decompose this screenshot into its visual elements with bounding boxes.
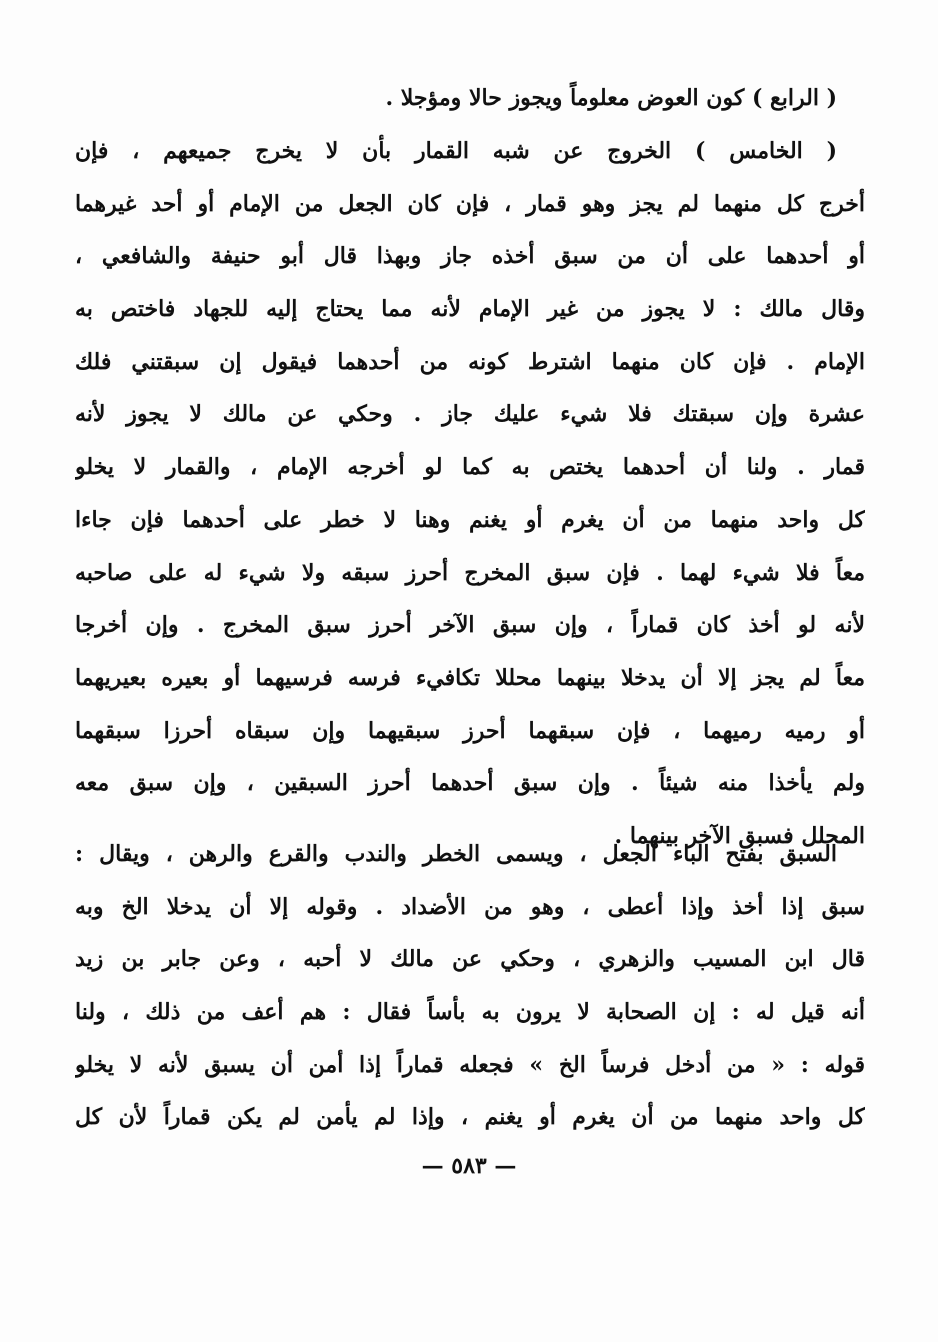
text-line: الإمام . فإن كان منهما اشترط كونه من أحدهما فيقول إن سبقتني فلك: [75, 348, 865, 375]
text-line: أخرج كل منهما لم يجز وهو قمار ، فإن كان الجعل من الإمام أو أحد غيرهما: [75, 190, 865, 217]
text-line: كل واحد منهما من أن يغرم أو يغنم وهنا لا خطر على أحدهما فإن جاءا: [75, 506, 865, 533]
text-line: عشرة وإن سبقتك فلا شيء عليك جاز . وحكي عن مالك لا يجوز لأنه: [75, 401, 865, 428]
text-line: ولم يأخذا منه شيئاً . وإن سبق أحدهما أحرز السبقين ، وإن سبق معه: [75, 770, 865, 797]
text-line: معاً لم يجز إلا أن يدخلا بينهما محللا تكافيء فرسه فرسيهما أو بعيره بعيريهما: [75, 664, 865, 691]
text-line: ( الرابع ) كون العوض معلوماً ويجوز حالا ومؤجلا .: [385, 85, 837, 111]
paragraph-notes: [75, 828, 865, 1144]
text-line: وقال مالك : لا يجوز من غير الإمام لأنه مما يحتاج إليه للجهاد فاختص به: [75, 296, 865, 323]
text-line: أو أحدهما على أن من سبق أخذه جاز وبهذا قال أبو حنيفة والشافعي ،: [75, 243, 865, 270]
text-line: كل واحد منهما من أن يغرم أو يغنم ، وإذا لم يأمن لم يكن قماراً لأن كل: [75, 1104, 865, 1131]
text-line: أو رميه رميهما ، فإن سبقهما أحرز سبقيهما وإن سبقاه أحرزا سبقهما: [75, 717, 865, 744]
text-line: ( الخامس ) الخروج عن شبه القمار بأن لا يخرج جميعهم ، فإن: [75, 138, 837, 164]
text-line: قمار . ولنا أن أحدهما يختص به كما لو أخرجه الإمام ، والقمار لا يخلو: [75, 454, 865, 481]
paragraph-main: [75, 125, 865, 863]
text-line: السبق بفتح الباء الجعل ، ويسمى الخطر والندب والقرع والرهن ، ويقال :: [75, 841, 837, 867]
text-line: قوله : « من أدخل فرساً الخ » فجعله قماراً إذا أمن أن يسبق لأنه لا يخلو: [75, 1051, 865, 1078]
text-line: المحلل فسبق الآخر بينهما .: [614, 822, 865, 849]
text-line: معاً فلا شيء لهما . فإن سبق المخرج أحرز سبقه ولا شيء له على صاحبه: [75, 559, 865, 586]
page-number: — ٥٨٣ —: [421, 1153, 517, 1179]
text-line: أنه قيل له : إن الصحابة لا يرون به بأساً فقال : هم أعف من ذلك ، ولنا: [75, 999, 865, 1026]
text-line: قال ابن المسيب والزهري ، وحكي عن مالك لا أحبه ، وعن جابر بن زيد: [75, 946, 865, 973]
text-line: سبق إذا أخذ وإذا أعطى ، وهو من الأضداد . وقوله إلا أن يدخلا الخ وبه: [75, 893, 865, 920]
paragraph-first: [75, 72, 865, 125]
text-line: لأنه لو أخذ كان قماراً ، وإن سبق الآخر أحرز سبق المخرج . وإن أخرجا: [75, 612, 865, 639]
